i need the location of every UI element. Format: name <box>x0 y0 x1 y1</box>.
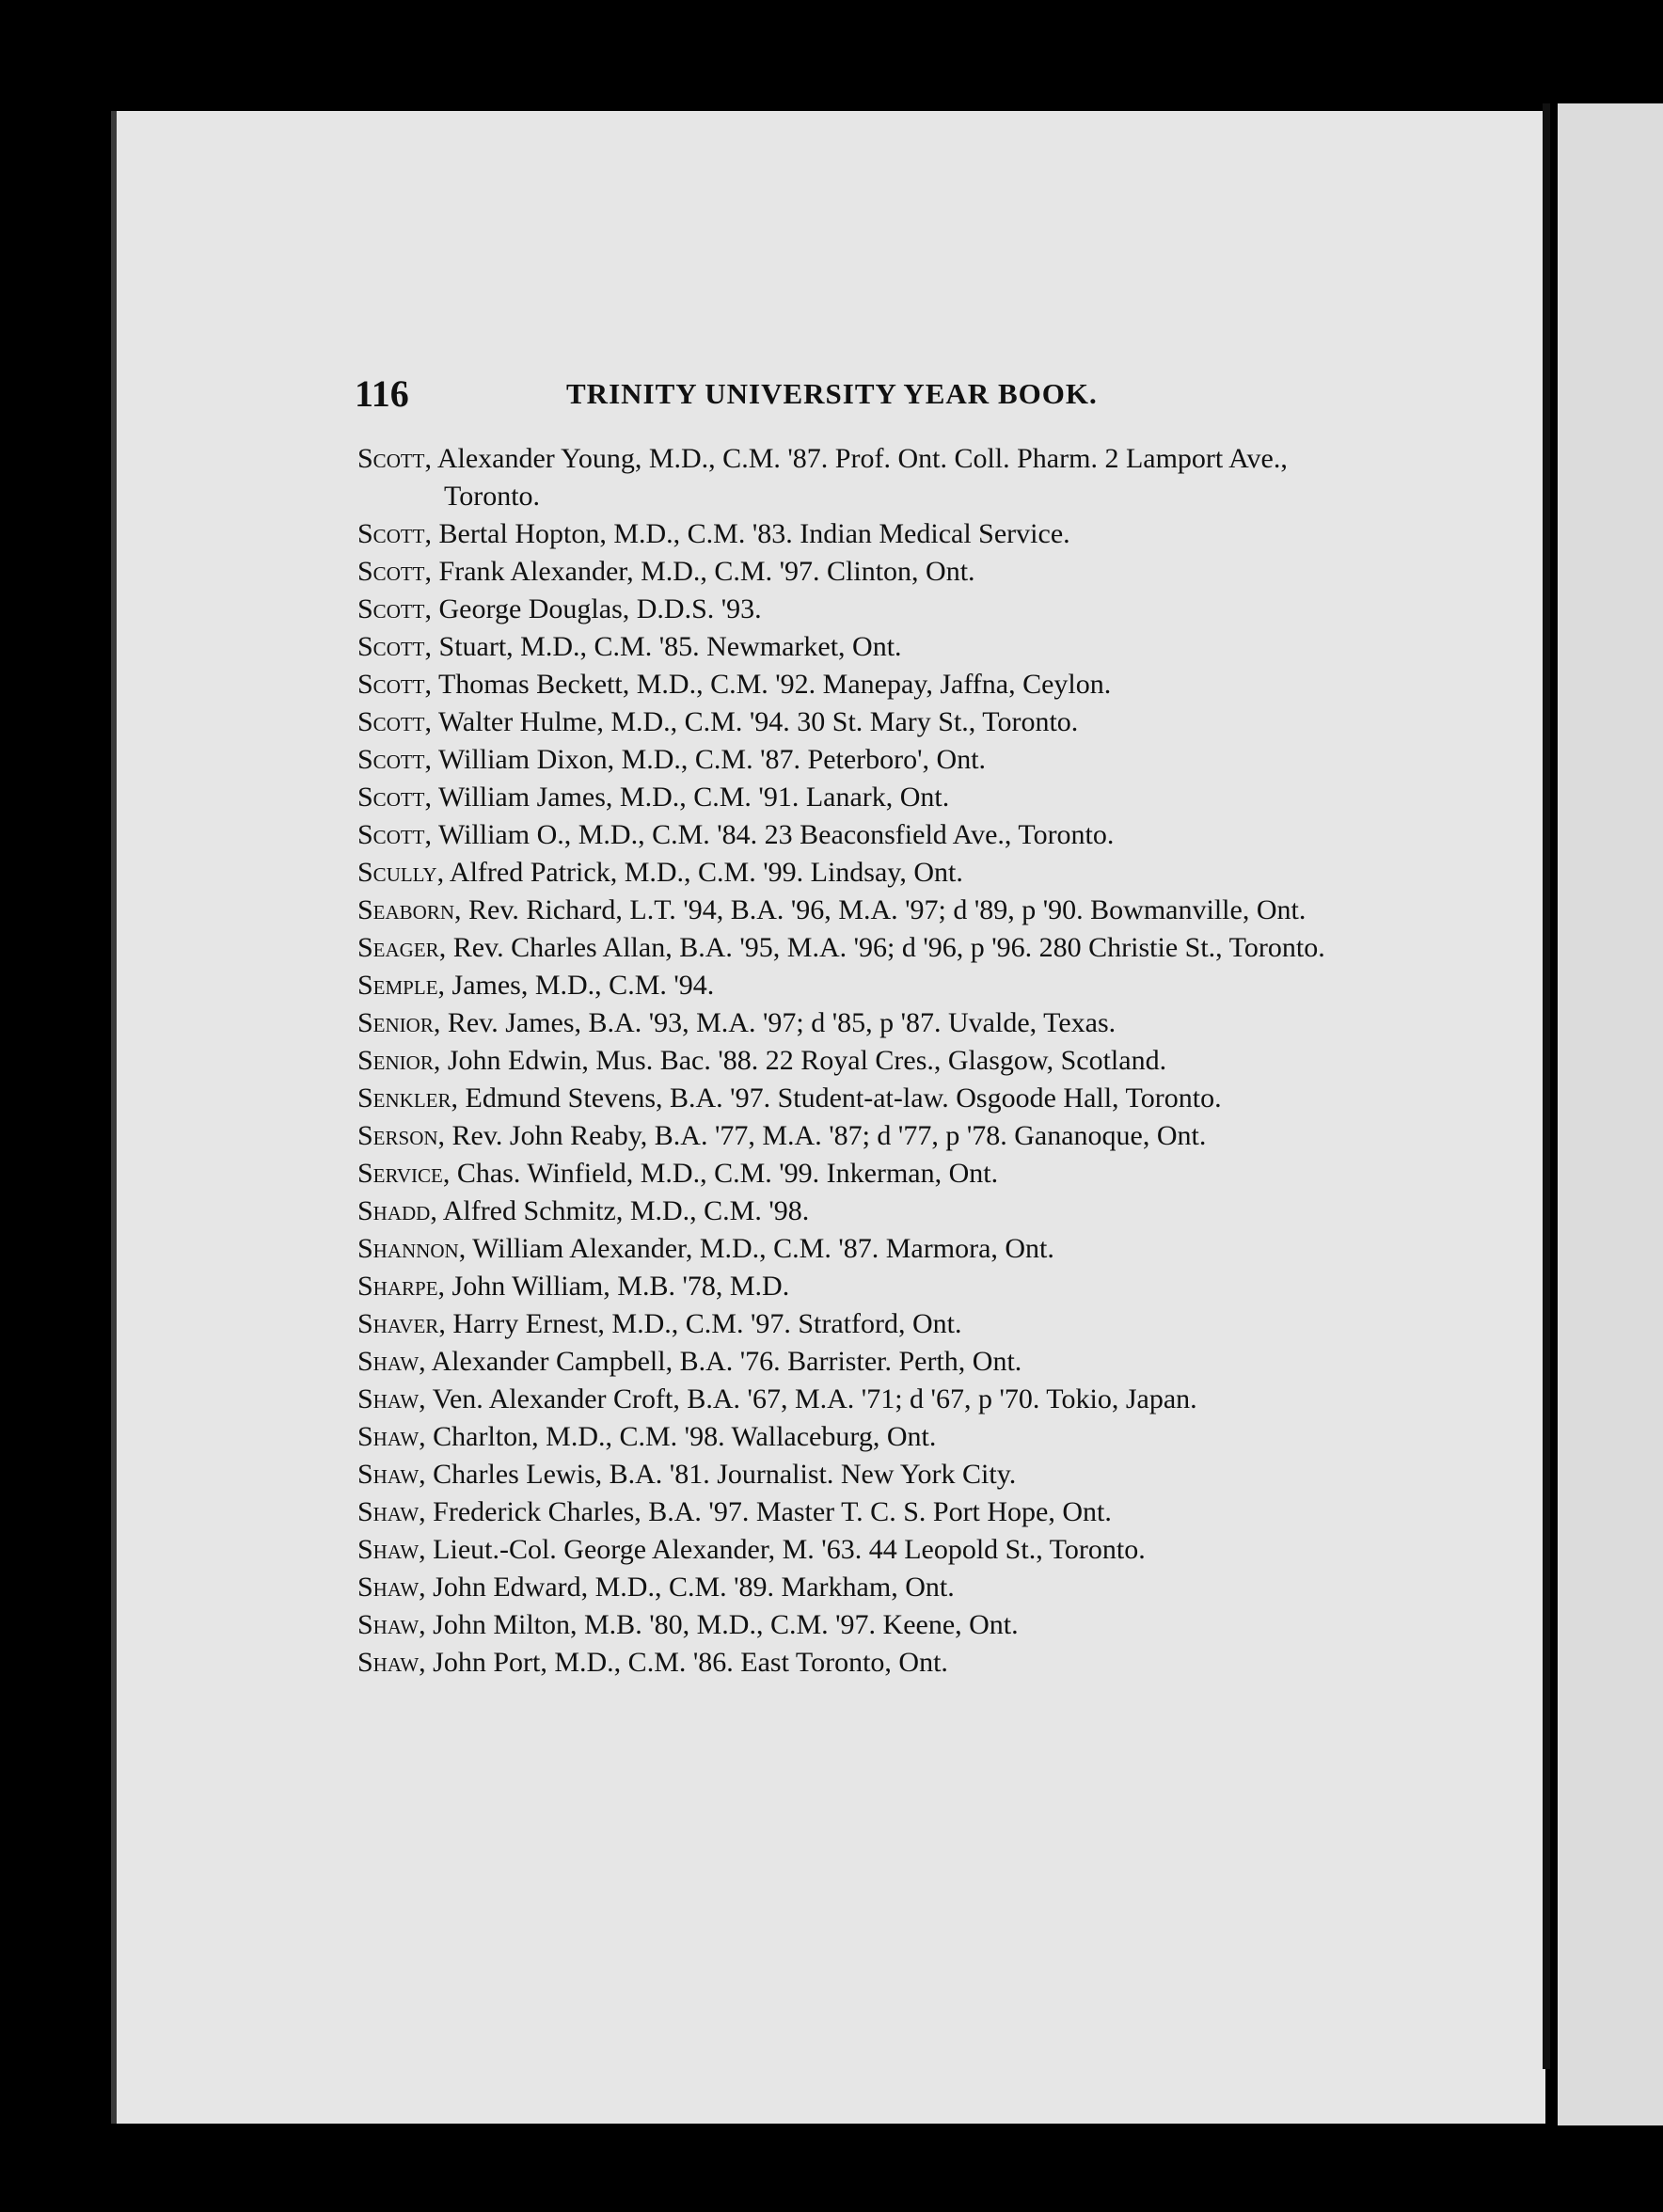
entry-details: , John Port, M.D., C.M. '86. East Toronto, Ont. <box>419 1647 948 1678</box>
entry-surname: Service <box>357 1158 443 1189</box>
list-item <box>357 553 1345 591</box>
entry-details: , Stuart, M.D., C.M. '85. Newmarket, Ont. <box>424 631 902 662</box>
entry-surname: Scott <box>357 744 425 775</box>
facing-page-edge <box>1558 103 1663 2125</box>
list-item <box>357 929 1345 967</box>
entry-details: , James, M.D., C.M. '94. <box>437 970 715 1001</box>
list-item <box>357 1644 1345 1682</box>
entry-surname: Shaw <box>357 1647 420 1678</box>
entry-details: , Thomas Beckett, M.D., C.M. '92. Manepay, Jaffna, Ceylon. <box>424 669 1112 700</box>
list-item <box>357 1569 1345 1606</box>
entry-surname: Shaw <box>357 1609 420 1640</box>
entry-surname: Scott <box>357 669 425 700</box>
entry-details: , Rev. James, B.A. '93, M.A. '97; d '85, p '87. Uvalde, Texas. <box>433 1007 1117 1038</box>
entry-surname: Senior <box>357 1045 434 1076</box>
list-item <box>357 1493 1345 1531</box>
entry-details: , Edmund Stevens, B.A. '97. Student-at-law. Osgoode Hall, Toronto. <box>451 1082 1222 1114</box>
list-item <box>357 854 1345 892</box>
list-item <box>357 703 1345 741</box>
entry-surname: Senkler <box>357 1082 451 1114</box>
entry-surname: Shaw <box>357 1383 420 1414</box>
entry-details: , Frank Alexander, M.D., C.M. '97. Clinton, Ont. <box>424 556 975 587</box>
list-item <box>357 816 1345 854</box>
list-item <box>357 1230 1345 1268</box>
entry-details: , George Douglas, D.D.S. '93. <box>424 593 762 624</box>
entry-surname: Shaw <box>357 1421 420 1452</box>
entry-surname: Scott <box>357 782 425 813</box>
list-item <box>357 440 1345 515</box>
entry-details: , John Milton, M.B. '80, M.D., C.M. '97. Keene, Ont. <box>419 1609 1019 1640</box>
entry-details: , William Dixon, M.D., C.M. '87. Peterboro', Ont. <box>424 744 987 775</box>
entry-details: , Charles Lewis, B.A. '81. Journalist. New York City. <box>419 1459 1017 1490</box>
entry-details: , Charlton, M.D., C.M. '98. Wallaceburg, Ont. <box>419 1421 937 1452</box>
entry-details: , John Edward, M.D., C.M. '89. Markham, Ont. <box>419 1572 955 1603</box>
entry-surname: Semple <box>357 970 438 1001</box>
alumni-list <box>357 440 1345 1682</box>
entry-details: , Alfred Patrick, M.D., C.M. '99. Lindsay, Ont. <box>436 857 963 888</box>
entry-details: , Rev. John Reaby, B.A. '77, M.A. '87; d '77, p '78. Gananoque, Ont. <box>437 1120 1207 1151</box>
entry-surname: Shaw <box>357 1496 420 1527</box>
list-item <box>357 892 1345 929</box>
entry-surname: Scott <box>357 443 425 474</box>
entry-details: , Frederick Charles, B.A. '97. Master T. C. S. Port Hope, Ont. <box>419 1496 1112 1527</box>
list-item <box>357 515 1345 553</box>
entry-surname: Shannon <box>357 1233 459 1264</box>
entry-surname: Scott <box>357 706 425 737</box>
list-item <box>357 1042 1345 1080</box>
entry-surname: Shaver <box>357 1308 439 1339</box>
list-item <box>357 1004 1345 1042</box>
list-item <box>357 1305 1345 1343</box>
entry-details: , Harry Ernest, M.D., C.M. '97. Stratford, Ont. <box>438 1308 962 1339</box>
entry-surname: Shaw <box>357 1459 420 1490</box>
entry-details: , Bertal Hopton, M.D., C.M. '83. Indian Medical Service. <box>424 518 1070 549</box>
entry-surname: Sharpe <box>357 1271 438 1302</box>
entry-details: , John Edwin, Mus. Bac. '88. 22 Royal Cres., Glasgow, Scotland. <box>433 1045 1167 1076</box>
list-item <box>357 666 1345 703</box>
entry-surname: Scott <box>357 556 425 587</box>
entry-surname: Scott <box>357 819 425 850</box>
list-item <box>357 1531 1345 1569</box>
entry-details: , Ven. Alexander Croft, B.A. '67, M.A. '71; d '67, p '70. Tokio, Japan. <box>419 1383 1197 1414</box>
list-item <box>357 1268 1345 1305</box>
entry-surname: Scully <box>357 857 437 888</box>
entry-surname: Scott <box>357 593 425 624</box>
entry-details: , Chas. Winfield, M.D., C.M. '99. Inkerman, Ont. <box>442 1158 999 1189</box>
entry-details: , William Alexander, M.D., C.M. '87. Marmora, Ont. <box>458 1233 1054 1264</box>
entry-surname: Shaw <box>357 1572 420 1603</box>
entry-details: , Lieut.-Col. George Alexander, M. '63. 44 Leopold St., Toronto. <box>419 1534 1146 1565</box>
entry-surname: Scott <box>357 518 425 549</box>
list-item <box>357 1155 1345 1193</box>
entry-surname: Shaw <box>357 1534 420 1565</box>
entry-details: , Alexander Young, M.D., C.M. '87. Prof. Ont. Coll. Pharm. 2 Lamport Ave., Toronto. <box>424 443 1288 512</box>
list-item <box>357 1193 1345 1230</box>
entry-details: , Alexander Campbell, B.A. '76. Barrister. Perth, Ont. <box>419 1346 1022 1377</box>
list-item <box>357 1456 1345 1493</box>
entry-surname: Shaw <box>357 1346 420 1377</box>
entry-surname: Scott <box>357 631 425 662</box>
entry-details: , John William, M.B. '78, M.D. <box>437 1271 790 1302</box>
entry-surname: Senior <box>357 1007 434 1038</box>
list-item <box>357 741 1345 779</box>
list-item <box>357 1117 1345 1155</box>
list-item <box>357 1381 1345 1418</box>
entry-details: , William O., M.D., C.M. '84. 23 Beaconsfield Ave., Toronto. <box>424 819 1115 850</box>
entry-surname: Shadd <box>357 1195 431 1226</box>
list-item <box>357 1606 1345 1644</box>
entry-details: , Alfred Schmitz, M.D., C.M. '98. <box>430 1195 810 1226</box>
list-item <box>357 967 1345 1004</box>
list-item <box>357 628 1345 666</box>
entry-details: , William James, M.D., C.M. '91. Lanark, Ont. <box>424 782 950 813</box>
entry-details: , Walter Hulme, M.D., C.M. '94. 30 St. Mary St., Toronto. <box>424 706 1079 737</box>
list-item <box>357 591 1345 628</box>
entry-details: , Rev. Richard, L.T. '94, B.A. '96, M.A. '97; d '89, p '90. Bowmanville, Ont. <box>454 894 1307 925</box>
entry-surname: Seager <box>357 932 439 963</box>
list-item <box>357 1080 1345 1117</box>
list-item <box>357 1418 1345 1456</box>
page-edge-rule <box>1543 103 1550 2069</box>
entry-details: , Rev. Charles Allan, B.A. '95, M.A. '96; d '96, p '96. 280 Christie St., Toronto. <box>438 932 1325 963</box>
running-title: TRINITY UNIVERSITY YEAR BOOK. <box>566 377 1098 410</box>
list-item <box>357 779 1345 816</box>
entry-surname: Seaborn <box>357 894 455 925</box>
entry-surname: Serson <box>357 1120 438 1151</box>
list-item <box>357 1343 1345 1381</box>
page-number: 116 <box>355 372 409 415</box>
